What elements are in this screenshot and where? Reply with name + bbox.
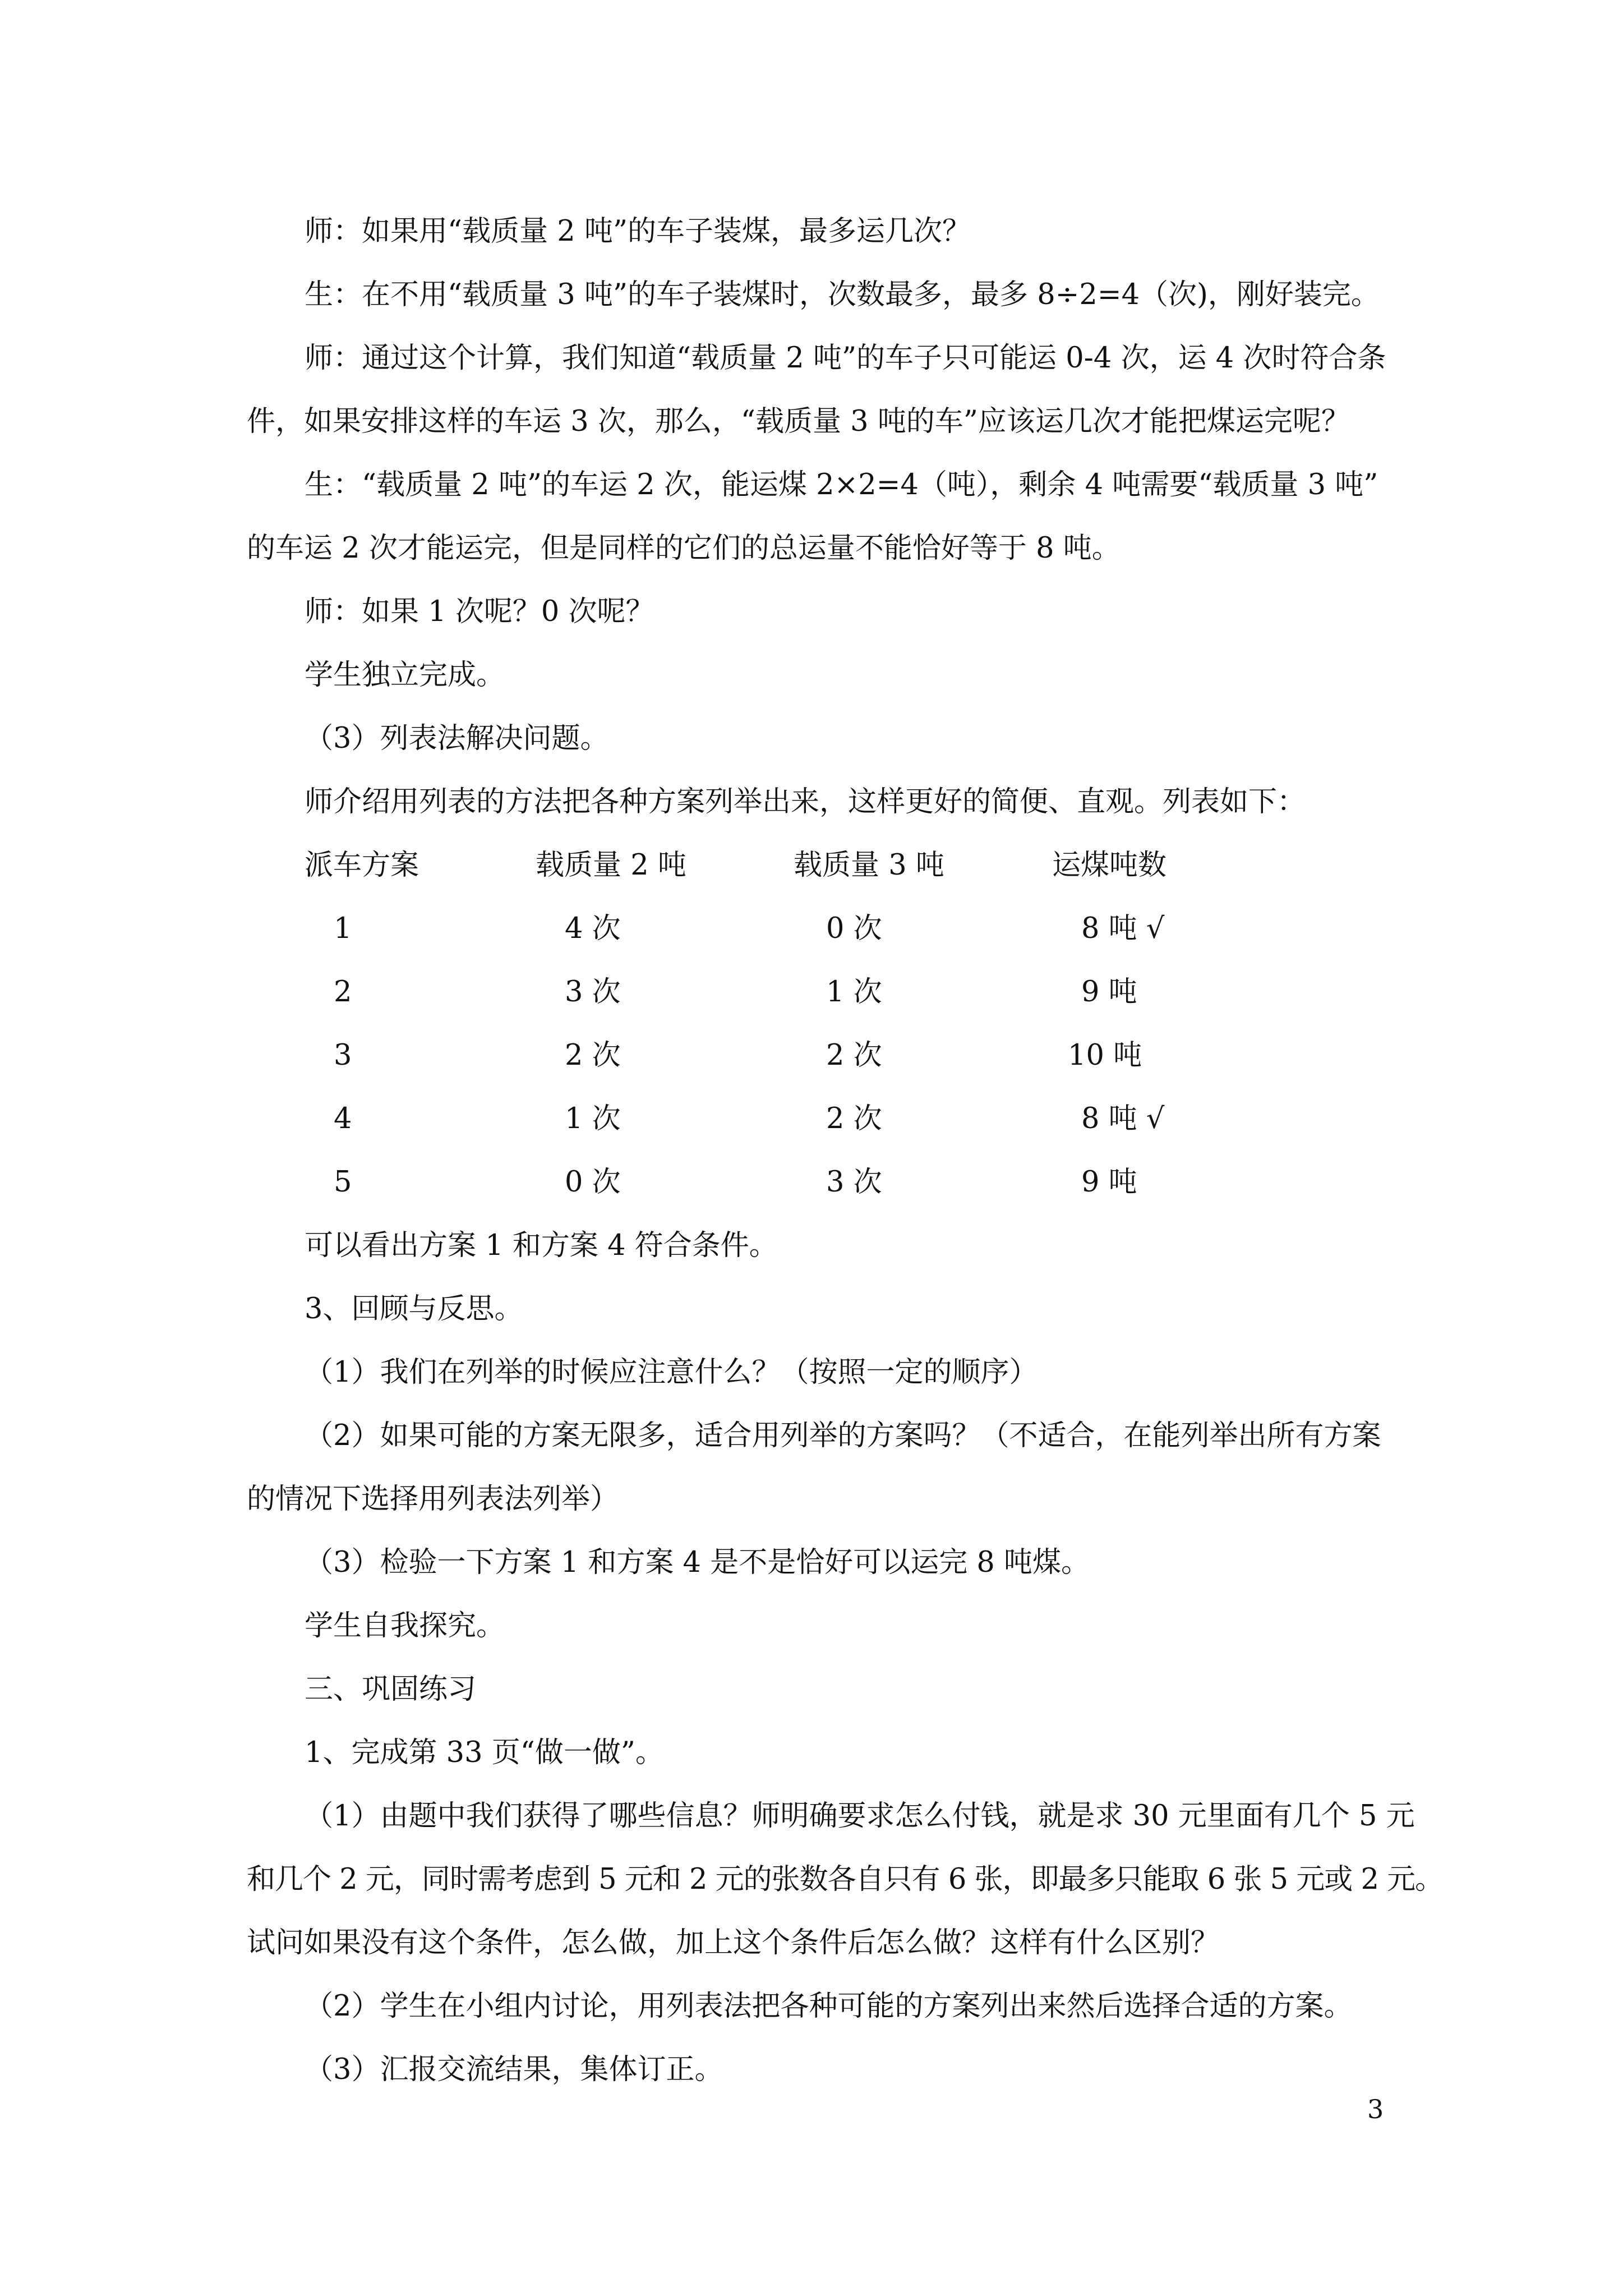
table-cell: 2 bbox=[334, 976, 352, 1009]
table-header-plan: 派车方案 bbox=[305, 849, 419, 882]
paragraph-review-2-line2: 的情况下选择用列表法列举） bbox=[247, 1483, 619, 1516]
paragraph-practice-1-1-line3: 试问如果没有这个条件，怎么做，加上这个条件后怎么做？这样有什么区别？ bbox=[247, 1926, 1220, 1959]
paragraph-practice-1-2: （2）学生在小组内讨论，用列表法把各种可能的方案列出来然后选择合适的方案。 bbox=[305, 1990, 1353, 2023]
table-cell: 5 bbox=[334, 1166, 352, 1199]
page-number: 3 bbox=[1367, 2094, 1384, 2124]
table-cell: 10 吨 bbox=[1068, 1039, 1142, 1072]
table-cell: 2 次 bbox=[826, 1102, 882, 1135]
paragraph-student-answer-2-line2: 的车运 2 次才能运完，但是同样的它们的总运量不能恰好等于 8 吨。 bbox=[247, 532, 1121, 565]
table-cell: 9 吨 bbox=[1081, 976, 1137, 1009]
paragraph-conclusion: 可以看出方案 1 和方案 4 符合条件。 bbox=[305, 1229, 778, 1262]
section-review-heading: 3、回顾与反思。 bbox=[305, 1292, 523, 1326]
paragraph-practice-1: 1、完成第 33 页“做一做”。 bbox=[305, 1736, 664, 1769]
paragraph-teacher-question-1: 师：如果用“载质量 2 吨”的车子装煤，最多运几次？ bbox=[305, 215, 971, 248]
table-cell: 1 bbox=[334, 912, 352, 945]
table-cell: 8 吨 √ bbox=[1081, 1102, 1165, 1135]
table-cell: 2 次 bbox=[565, 1039, 621, 1072]
table-cell: 3 bbox=[334, 1039, 352, 1072]
paragraph-student-answer-2-line1: 生：“载质量 2 吨”的车运 2 次，能运煤 2×2=4（吨），剩余 4 吨需要“载质量 3 吨” bbox=[305, 468, 1378, 501]
table-cell: 4 次 bbox=[565, 912, 621, 945]
paragraph-students-complete: 学生独立完成。 bbox=[305, 659, 505, 692]
table-cell: 3 次 bbox=[565, 976, 621, 1009]
paragraph-review-1: （1）我们在列举的时候应注意什么？（按照一定的顺序） bbox=[305, 1356, 1038, 1389]
paragraph-practice-1-1-line1: （1）由题中我们获得了哪些信息？师明确要求怎么付钱，就是求 30 元里面有几个 5 元 bbox=[305, 1800, 1415, 1833]
table-cell: 3 次 bbox=[826, 1166, 882, 1199]
paragraph-practice-1-3: （3）汇报交流结果，集体订正。 bbox=[305, 2053, 723, 2086]
section-practice-heading: 三、巩固练习 bbox=[305, 1673, 477, 1706]
paragraph-teacher-explanation-line1: 师：通过这个计算，我们知道“载质量 2 吨”的车子只可能运 0-4 次，运 4 次时符合条 bbox=[305, 342, 1386, 375]
section-table-method-heading: （3）列表法解决问题。 bbox=[305, 722, 609, 755]
paragraph-student-answer-1: 生：在不用“载质量 3 吨”的车子装煤时，次数最多，最多 8÷2=4（次)，刚好装完。 bbox=[305, 278, 1380, 311]
table-cell: 8 吨 √ bbox=[1081, 912, 1165, 945]
table-cell: 0 次 bbox=[565, 1166, 621, 1199]
table-header-2-ton: 载质量 2 吨 bbox=[536, 849, 686, 882]
paragraph-review-3: （3）检验一下方案 1 和方案 4 是不是恰好可以运完 8 吨煤。 bbox=[305, 1546, 1090, 1579]
table-header-total: 运煤吨数 bbox=[1052, 849, 1167, 882]
table-cell: 2 次 bbox=[826, 1039, 882, 1072]
paragraph-self-explore: 学生自我探究。 bbox=[305, 1609, 505, 1642]
table-cell: 4 bbox=[334, 1102, 352, 1135]
table-cell: 1 次 bbox=[826, 976, 882, 1009]
table-cell: 9 吨 bbox=[1081, 1166, 1137, 1199]
table-cell: 0 次 bbox=[826, 912, 882, 945]
paragraph-teacher-question-2: 师：如果 1 次呢？0 次呢？ bbox=[305, 595, 654, 628]
paragraph-practice-1-1-line2: 和几个 2 元，同时需考虑到 5 元和 2 元的张数各自只有 6 张，即最多只能取 6 张 5 元或 2 元。 bbox=[247, 1863, 1444, 1896]
paragraph-review-2-line1: （2）如果可能的方案无限多，适合用列举的方案吗？（不适合，在能列举出所有方案 bbox=[305, 1419, 1381, 1452]
paragraph-table-intro: 师介绍用列表的方法把各种方案列举出来，这样更好的简便、直观。列表如下： bbox=[305, 785, 1306, 818]
paragraph-teacher-explanation-line2: 件，如果安排这样的车运 3 次，那么，“载质量 3 吨的车”应该运几次才能把煤运完呢？ bbox=[247, 405, 1350, 438]
table-cell: 1 次 bbox=[565, 1102, 621, 1135]
table-header-3-ton: 载质量 3 吨 bbox=[794, 849, 944, 882]
